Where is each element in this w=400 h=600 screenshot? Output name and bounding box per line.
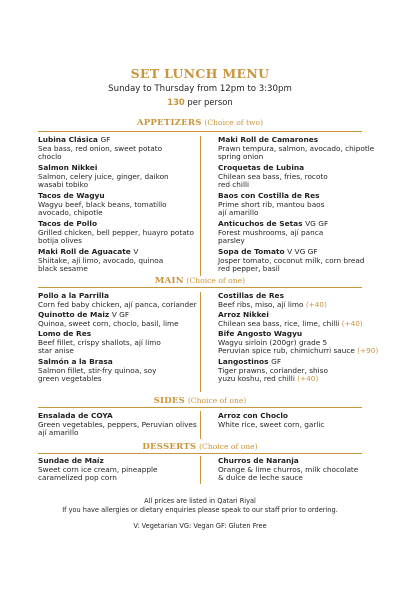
menu-item-description-text: Grilled chicken, bell pepper, huayro potato	[38, 227, 194, 237]
menu-item-name: Salmon Nikkei	[38, 163, 98, 172]
dietary-tags: V GF	[111, 310, 130, 319]
menu-item-name: Tacos de Wagyu	[38, 191, 105, 200]
menu-item	[218, 311, 390, 328]
menu-item-description-text: Prime short rib, mantou baos	[218, 199, 325, 209]
menu-item-description-text: red pepper, basil	[218, 263, 280, 273]
menu-item-description-text: Chilean sea bass, fries, rocoto	[218, 171, 328, 181]
menu-item-description	[38, 375, 206, 383]
menu-item-name: Tacos de Pollo	[38, 219, 98, 228]
footer-allergy-note: If you have allergies or dietary enquiries please speak to our staff prior to ordering.	[62, 506, 338, 514]
menu-item	[218, 330, 390, 355]
menu-item-description-text: parsley	[218, 235, 245, 245]
footer-currency-note: All prices are listed in Qatari Riyal	[144, 497, 256, 505]
menu-item-description-text: Wagyu beef, black beans, tomatillo	[38, 199, 167, 209]
supplement-price: (+40)	[305, 299, 327, 309]
menu-item-description-text: Forest mushrooms, ají panca	[218, 227, 324, 237]
section-divider	[38, 287, 362, 288]
menu-item-description-text: Beef fillet, crispy shallots, ají limo	[38, 337, 161, 347]
menu-item-description-text: Salmon fillet, stir-fry quinoa, soy	[38, 365, 157, 375]
menu-item	[218, 164, 390, 189]
menu-item	[218, 358, 390, 383]
menu-item-description	[38, 320, 206, 328]
menu-item-name: Baos con Costilla de Res	[218, 191, 320, 200]
menu-item	[38, 136, 206, 161]
menu-item	[218, 220, 390, 245]
menu-item-description-text: Peruvian spice rub, chimichurri sauce	[218, 345, 355, 355]
menu-item-description-text: green vegetables	[38, 373, 102, 383]
dietary-tags: V VG GF	[287, 247, 318, 256]
menu-item-name: Arroz Nikkei	[218, 310, 269, 319]
menu-price	[0, 97, 400, 107]
section-note: (Choice of one)	[186, 276, 246, 285]
menu-item	[38, 248, 206, 273]
menu-item-description	[218, 153, 390, 161]
menu-item-description	[218, 181, 390, 189]
menu-item-description	[38, 301, 206, 309]
menu-item-description-text: avocado, chipotle	[38, 207, 103, 217]
menu-item-description	[38, 237, 206, 245]
menu-schedule: Sunday to Thursday from 12pm to 3:30pm	[108, 84, 292, 94]
menu-item-description-text: ají amarillo	[218, 207, 259, 217]
menu-item-description	[218, 209, 390, 217]
menu-item	[38, 330, 206, 355]
menu-item	[38, 311, 206, 328]
section-divider	[38, 407, 362, 408]
menu-item-name: Maki Roll de Aguacate	[38, 247, 131, 256]
menu-item-description-text: yuzu koshu, red chilli	[218, 373, 295, 383]
menu-item-name: Salmón a la Brasa	[38, 357, 113, 366]
dietary-tags: V	[133, 247, 139, 256]
section-title: DESSERTS	[142, 442, 197, 452]
section-appetizers-heading	[0, 118, 400, 128]
menu-item-description-text: Sea bass, red onion, sweet potato	[38, 143, 163, 153]
menu-item	[218, 248, 390, 273]
menu-item-description-text: White rice, sweet corn, garlic	[218, 419, 325, 429]
menu-item-description-text: Sweet corn ice cream, pineapple	[38, 464, 158, 474]
menu-item-description-text: Corn fed baby chicken, ají panca, coriander	[38, 299, 197, 309]
menu-item	[38, 192, 206, 217]
menu-item-description	[218, 347, 390, 355]
menu-item-name: Bife Angosto Wagyu	[218, 329, 303, 338]
price-value: 130	[167, 97, 185, 107]
supplement-price: (+40)	[297, 373, 319, 383]
menu-item-name: Langostinos	[218, 357, 269, 366]
menu-item-description-text: wasabi tobiko	[38, 179, 89, 189]
price-unit: per person	[187, 97, 233, 107]
menu-item-description	[218, 301, 390, 309]
supplement-price: (+90)	[357, 345, 379, 355]
menu-item-description-text: Orange & lime churros, milk chocolate	[218, 464, 359, 474]
menu-item	[218, 457, 390, 482]
menu-item-description-text: black sesame	[38, 263, 88, 273]
menu-item-name: Anticuchos de Setas	[218, 219, 303, 228]
menu-item-description-text: Quinoa, sweet corn, choclo, basil, lime	[38, 318, 179, 328]
menu-item	[38, 220, 206, 245]
section-sides-heading	[0, 396, 400, 406]
menu-item	[218, 412, 390, 429]
menu-item-description-text: star anise	[38, 345, 74, 355]
menu-item-description-text: Chilean sea bass, rice, lime, chilli	[218, 318, 340, 328]
menu-item-name: Pollo a la Parrilla	[38, 291, 109, 300]
section-title: SIDES	[153, 396, 186, 406]
menu-item	[218, 292, 390, 309]
menu-item-description	[38, 429, 206, 437]
menu-item-description	[38, 145, 206, 153]
dietary-tags: GF	[271, 357, 282, 366]
section-title: APPETIZERS	[136, 118, 202, 128]
menu-item-description	[218, 421, 390, 429]
menu-item-name: Croquetas de Lubina	[218, 163, 305, 172]
section-desserts-heading	[0, 442, 400, 452]
menu-item-name: Lubina Clásica	[38, 135, 98, 144]
menu-item-description-text: Salmon, celery juice, ginger, daikon	[38, 171, 169, 181]
menu-item	[218, 136, 390, 161]
menu-item-description-text: & dulce de leche sauce	[218, 472, 303, 482]
menu-item-description-text: Prawn tempura, salmon, avocado, chipotle	[218, 143, 375, 153]
dietary-tags: GF	[100, 135, 111, 144]
section-note: (Choice of one)	[187, 396, 247, 405]
section-note: (Choice of one)	[199, 442, 258, 451]
menu-item-description	[38, 181, 206, 189]
menu-item-description-text: red chilli	[218, 179, 250, 189]
menu-item-description	[38, 209, 206, 217]
menu-item-name: Churros de Naranja	[218, 456, 299, 465]
menu-item	[38, 457, 206, 482]
menu-item-description-text: ají amarillo	[38, 427, 79, 437]
menu-item-description-text: botija olives	[38, 235, 82, 245]
menu-item-description-text: Tiger prawns, coriander, shiso	[218, 365, 328, 375]
menu-item-description-text: choclo	[38, 151, 62, 161]
menu-item	[218, 192, 390, 217]
menu-item-name: Sopa de Tomato	[218, 247, 285, 256]
menu-item-description	[218, 375, 390, 383]
dietary-tags: VG GF	[305, 219, 329, 228]
section-divider	[38, 453, 362, 454]
menu-item-name: Ensalada de COYA	[38, 411, 113, 420]
menu-item	[38, 164, 206, 189]
menu-item-description-text: Green vegetables, peppers, Peruvian olives	[38, 419, 197, 429]
menu-item-name: Arroz con Choclo	[218, 411, 289, 420]
menu-item-description	[218, 474, 390, 482]
menu-item-description	[38, 347, 206, 355]
footer-legend: V: Vegetarian VG: Vegan GF: Gluten Free	[133, 522, 267, 530]
menu-item-description-text: Shiitake, ají limo, avocado, quinoa	[38, 255, 164, 265]
supplement-price: (+40)	[341, 318, 363, 328]
menu-item-description-text: Beef ribs, miso, ají limo	[218, 299, 304, 309]
menu-item-description-text: Wagyu sirloin (200gr) grade 5	[218, 337, 328, 347]
section-title: MAIN	[154, 276, 184, 286]
menu-item-name: Quinotto de Maiz	[38, 310, 110, 319]
menu-item-description	[38, 474, 206, 482]
menu-item	[38, 292, 206, 309]
section-divider	[38, 131, 362, 132]
menu-item	[38, 358, 206, 383]
menu-item-description	[38, 153, 206, 161]
menu-item-name: Sundae de Maíz	[38, 456, 104, 465]
menu-title: SET LUNCH MENU	[130, 66, 270, 81]
section-note: (Choice of two)	[204, 118, 264, 127]
menu-item-description-text: Josper tomato, coconut milk, corn bread	[218, 255, 365, 265]
menu-item-description-text: spring onion	[218, 151, 264, 161]
menu-item-description	[218, 237, 390, 245]
menu-item-description	[218, 320, 390, 328]
menu-item-name: Lomo de Res	[38, 329, 92, 338]
section-main-heading	[0, 276, 400, 286]
menu-item	[38, 412, 206, 437]
menu-item-description	[218, 265, 390, 273]
menu-item-description-text: caramelized pop corn	[38, 472, 117, 482]
menu-item-description	[38, 265, 206, 273]
menu-item-name: Maki Roll de Camarones	[218, 135, 319, 144]
menu-item-name: Costillas de Res	[218, 291, 284, 300]
